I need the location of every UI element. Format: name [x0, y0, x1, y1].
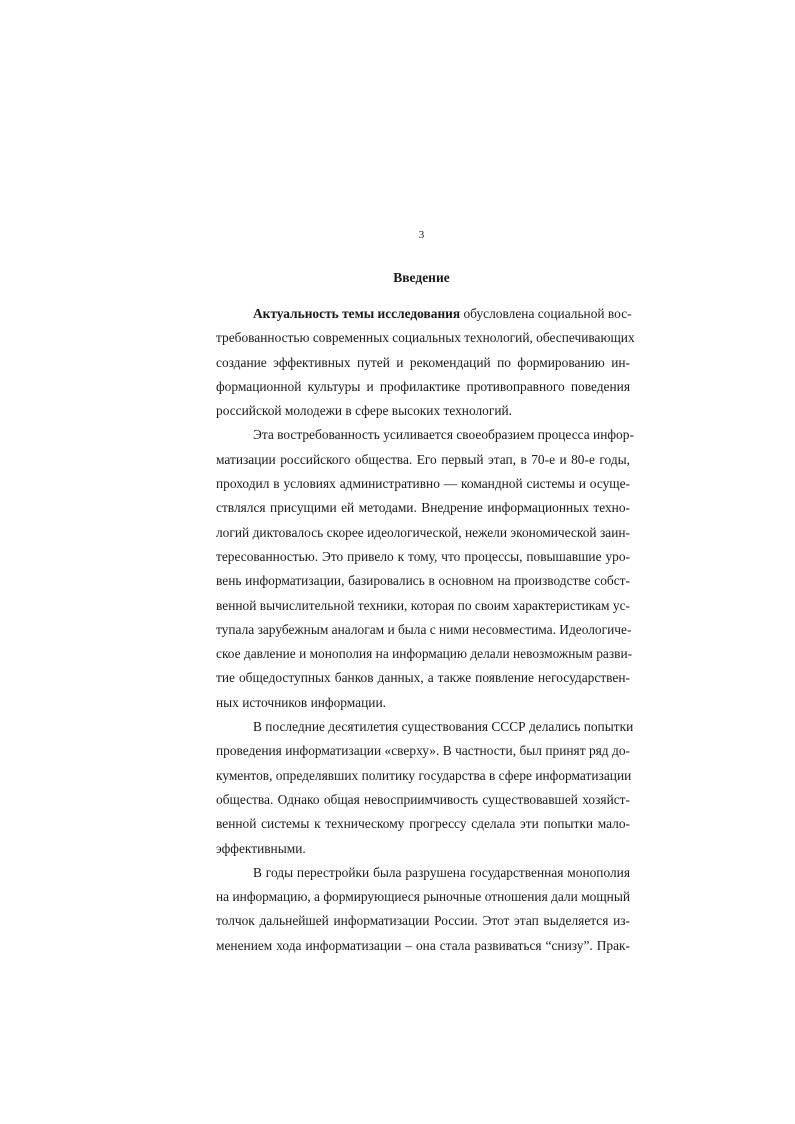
text-line: создание эффективных путей и рекомендаций по формированию ин-	[216, 354, 630, 370]
text-line: толчок дальнейшей информатизации России. Этот этап выделяется из-	[216, 913, 630, 929]
text-line: тупала зарубежным аналогам и была с ними несовместима. Идеологиче-	[216, 621, 632, 637]
text-line: ское давление и монополия на информацию делали невозможным разви-	[216, 646, 633, 662]
text-line: В последние десятилетия существования СССР делались попытки	[253, 719, 634, 735]
lead-phrase: Актуальность темы исследования	[253, 306, 461, 321]
body-text	[216, 302, 635, 958]
text-line: требованностью современных социальных технологий, обеспечивающих	[216, 330, 635, 346]
text-line	[216, 302, 630, 326]
section-heading: Введение	[393, 270, 450, 285]
text-line: кументов, определявших политику государства в сфере информатизации	[216, 767, 632, 783]
text-line: вень информатизации, базировались в основном на производстве собст-	[216, 573, 630, 589]
text-line: венной системы к техническому прогрессу сделала эти попытки мало-	[216, 816, 630, 832]
text-line: проходил в условиях административно — командной системы и осуще-	[216, 476, 630, 492]
text-line: венной вычислительной техники, которая по своим характеристикам ус-	[216, 597, 630, 613]
text-line: В годы перестройки была разрушена государственная монополия	[253, 864, 630, 880]
text-line: тие общедоступных банков данных, а также появление негосударствен-	[216, 670, 630, 686]
text-line: Эта востребованность усиливается своеобразием процесса инфор-	[253, 427, 634, 443]
text-line: логий диктовалось скорее идеологической, нежели экономической заин-	[216, 524, 630, 540]
text-line: ствлялся присущими ей методами. Внедрение информационных техно-	[216, 500, 630, 516]
text-line: формационной культуры и профилактике противоправного поведения	[216, 378, 630, 394]
page-number: 3	[418, 229, 425, 241]
text-line-content: обусловлена социальной вос-	[460, 306, 632, 321]
text-line: тересованностью. Это привело к тому, что процессы, повышавшие уро-	[216, 548, 630, 564]
text-line: менением хода информатизации – она стала развиваться “снизу”. Прак-	[216, 937, 630, 953]
text-line: общества. Однако общая невосприимчивость существовавшей хозяйст-	[216, 791, 630, 807]
text-line: на информацию, а формирующиеся рыночные отношения дали мощный	[216, 889, 630, 905]
text-line: ных источников информации.	[216, 694, 386, 710]
text-line: проведения информатизации «сверху». В частности, был принят ряд до-	[216, 743, 630, 759]
text-line: матизации российского общества. Его первый этап, в 70-е и 80-е годы,	[216, 451, 630, 467]
text-line: эффективными.	[216, 840, 306, 856]
text-line: российской молодежи в сфере высоких технологий.	[216, 403, 513, 419]
